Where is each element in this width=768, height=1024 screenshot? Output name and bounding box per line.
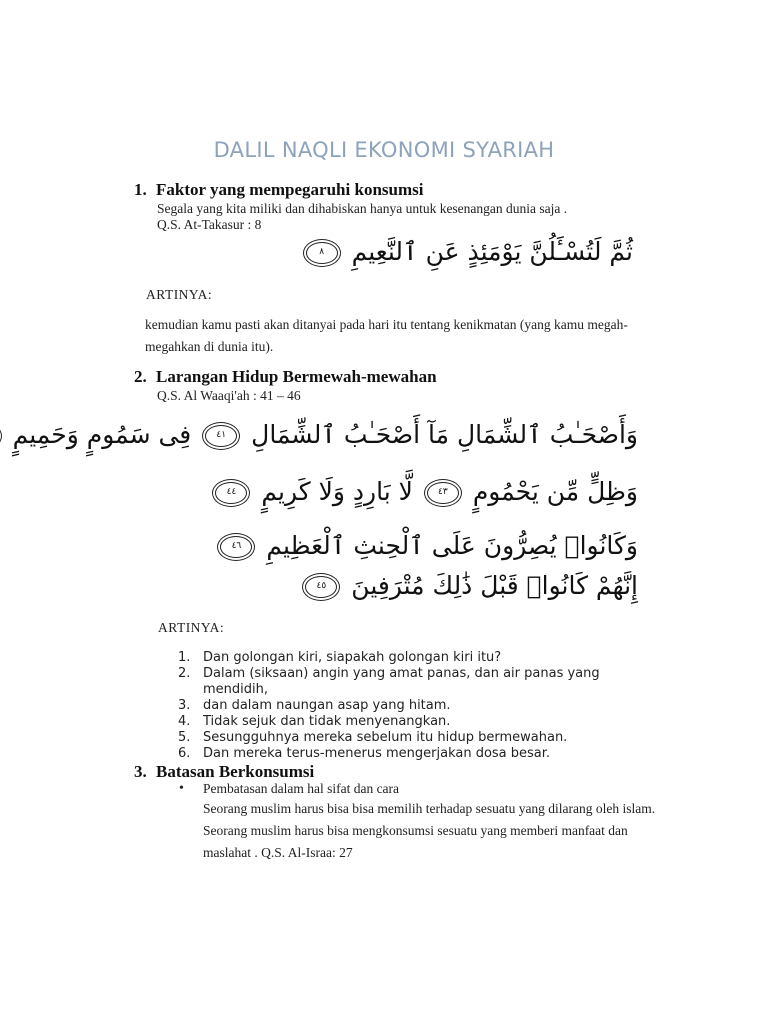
item-text: Dan golongan kiri, siapakah golongan kiri itu? [203,650,502,665]
section-title: Faktor yang mempegaruhi konsumsi [156,180,424,199]
item-text: Dan mereka terus-menerus mengerjakan dosa besar. [203,746,551,761]
arabic-verse-line [214,526,638,566]
arabic-verse-line [209,472,638,512]
arabic-verse-text: إِنَّهُمْ كَانُوا۟ قَبْلَ ذَٰلِكَ مُتْرَفِينَ [351,571,638,600]
arabic-verse-line [299,566,638,606]
section-1-reference: Q.S. At-Takasur : 8 [157,217,262,232]
ayah-number-marker: ٤٤ [215,482,247,504]
arabic-verse-line [0,415,638,455]
arabic-verse-text: لَّا بَارِدٍ وَلَا كَرِيمٍ [261,477,413,506]
section-1-translation: kemudian kamu pasti akan ditanyai pada hari itu tentang kenikmatan (yang kamu megah-megahkan di dunia itu). [145,317,628,354]
item-number: 6. [178,746,191,761]
ayah-number-marker: ٤١ [205,425,237,447]
section-2-heading [134,367,437,387]
item-number: 3. [178,698,191,713]
translation-item [178,650,648,666]
item-number: 2. [178,666,191,681]
item-text: Dalam (siksaan) angin yang amat panas, dan air panas yang mendidih, [203,666,600,697]
translation-item [178,746,648,762]
translation-item [178,698,648,714]
section-number: 1. [134,180,147,199]
translation-list [178,650,648,762]
item-number: 5. [178,730,191,745]
document-title: DALIL NAQLI EKONOMI SYARIAH [213,138,555,162]
section-3-paragraph: Seorang muslim harus bisa bisa memilih terhadap sesuatu yang dilarang oleh islam. Seorang muslim harus bisa mengkonsumsi sesuatu yang memberi manfaat dan maslahat . Q.S. Al-Israa: 27 [203,801,656,860]
section-number: 3. [134,762,147,781]
section-number: 2. [134,367,147,386]
ayah-number-marker: ٨ [306,242,338,264]
ayah-number-marker: ٤٣ [427,482,459,504]
section-3-heading [134,762,314,782]
arabic-verse-text: فِى سَمُومٍ وَحَمِيمٍ [12,420,192,449]
arabic-verse-text: وَظِلٍّ مِّن يَحْمُومٍ [472,477,638,506]
arabic-verse-text: وَكَانُوا۟ يُصِرُّونَ عَلَى ٱلْحِنثِ ٱلْعَظِيمِ [266,531,638,560]
section-2-reference: Q.S. Al Waaqi'ah : 41 – 46 [157,388,301,403]
item-text: Tidak sejuk dan tidak menyenangkan. [203,714,451,729]
translation-item [178,666,648,698]
item-number: 4. [178,714,191,729]
ayah-number-marker: ٤٥ [305,576,337,598]
artinya-label: ARTINYA: [146,287,213,302]
section-title: Batasan Berkonsumsi [156,762,315,781]
item-text: Sesungguhnya mereka sebelum itu hidup bermewahan. [203,730,568,745]
translation-item [178,714,648,730]
arabic-verse-text: وَأَصْحَـٰبُ ٱلشِّمَالِ مَآ أَصْحَـٰبُ ٱلشِّمَالِ [251,420,638,449]
section-1-heading [134,180,423,200]
bullet-text: Pembatasan dalam hal sifat dan cara [203,781,400,796]
item-number: 1. [178,650,191,665]
translation-item [178,730,648,746]
item-text: dan dalam naungan asap yang hitam. [203,698,451,713]
arabic-verse-line [300,232,633,272]
section-title: Larangan Hidup Bermewah-mewahan [156,367,437,386]
section-1-description: Segala yang kita miliki dan dihabiskan hanya untuk kesenangan dunia saja . [157,201,568,216]
arabic-verse-text: ثُمَّ لَتُسْـَٔلُنَّ يَوْمَئِذٍ عَنِ ٱلنَّعِيمِ [351,237,633,266]
artinya-label: ARTINYA: [158,620,225,635]
bullet-icon: • [179,781,184,796]
ayah-number-marker: ٤٦ [220,536,252,558]
section-3-bullet-block [179,781,659,864]
